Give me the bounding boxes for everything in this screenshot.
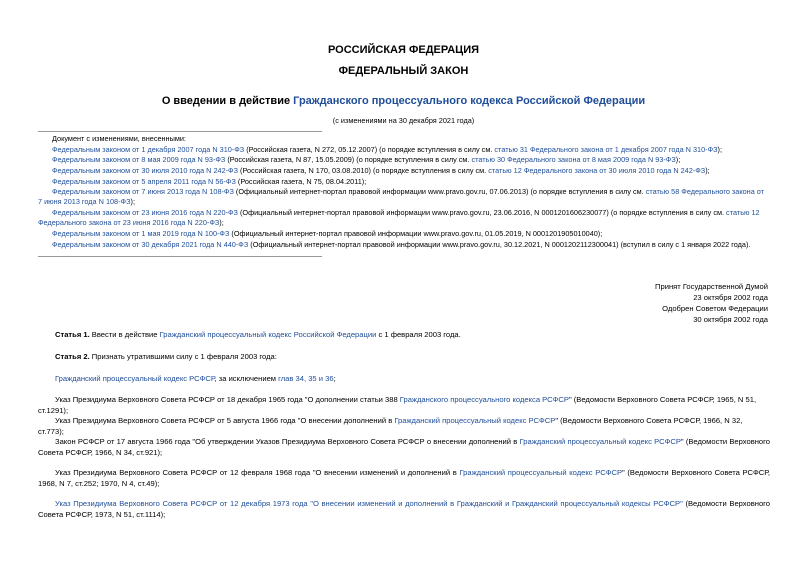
amendment-link[interactable]: Федеральным законом от 30 июля 2010 года N 242-ФЗ: [52, 166, 239, 175]
duma-date: 23 октября 2002 года: [693, 293, 768, 302]
amendment-item: Федеральным законом от 30 июля 2010 года N 242-ФЗ (Российская газета, N 170, 03.08.2010) (о порядке вступления в силу см. статью 12 Федерального закона от 30 июля 2010 года N 242-ФЗ);: [52, 166, 710, 175]
amendment-link[interactable]: Федеральным законом от 30 декабря 2021 года N 440-ФЗ: [52, 240, 249, 249]
revision-subtitle: (с изменениями на 30 декабря 2021 года): [332, 116, 475, 125]
repealed-item: Указ Президиума Верховного Совета РСФСР от 5 августа 1966 года "О внесении дополнений в Гражданский процессуальный кодекс РСФСР" (Ведомости Верховного Совета РСФСР, 1966, N 32, ст.773);: [38, 416, 743, 436]
gpk-rsfsr-link[interactable]: Гражданского процессуального кодекса РСФСР: [399, 395, 569, 404]
article-2-label: Статья 2.: [55, 352, 90, 361]
amendment-article-link[interactable]: статью 58 Федерального закона от 7 июня 2013 года N 108-ФЗ: [38, 187, 765, 206]
amendment-article-link[interactable]: статью 30 Федерального закона от 8 мая 2009 года N 93-ФЗ: [471, 155, 676, 164]
repealed-item: Гражданский процессуальный кодекс РСФСР, за исключением глав 34, 35 и 36;: [55, 374, 336, 383]
country-heading: РОССИЙСКАЯ ФЕДЕРАЦИЯ: [327, 44, 480, 56]
amendment-item: Федеральным законом от 30 декабря 2021 года N 440-ФЗ (Официальный интернет-портал правовой информации www.pravo.gov.ru, 30.12.2021, N 0001202112300041) (вступил в силу с 1 января 2022 года).: [52, 240, 751, 249]
law-title-prefix: О введении в действие: [161, 95, 294, 107]
gpk-rf-link[interactable]: Гражданский процессуальный кодекс Российской Федерации: [159, 330, 377, 339]
gpk-rsfsr-link[interactable]: Гражданский процессуальный кодекс РСФСР: [519, 437, 681, 446]
decree-1973-link[interactable]: Указ Президиума Верховного Совета РСФСР от 12 декабря 1973 года "О внесении изменений и дополнений в Гражданский и Гражданский процессуальный кодексы РСФСР": [55, 499, 683, 508]
law-title: [0, 95, 807, 107]
top-divider: [38, 131, 322, 132]
article-1: Статья 1. Ввести в действие Гражданский процессуальный кодекс Российской Федерации с 1 февраля 2003 года.: [55, 330, 461, 339]
gpk-rsfsr-link[interactable]: Гражданский процессуальный кодекс РСФСР: [394, 416, 556, 425]
amendment-link[interactable]: Федеральным законом от 7 июня 2013 года N 108-ФЗ: [52, 187, 234, 196]
repealed-item: Указ Президиума Верховного Совета РСФСР от 12 декабря 1973 года "О внесении изменений и дополнений в Гражданский и Гражданский процессуальный кодексы РСФСР" (Ведомости Верховного Совета РСФСР, 1973, N 51, ст.1114);: [38, 499, 771, 519]
amendment-item: Федеральным законом от 7 июня 2013 года N 108-ФЗ (Официальный интернет-портал правовой информации www.pravo.gov.ru, 07.06.2013) (о порядке вступления в силу см. статью 58 Федерального закона от 7 июня 2013 года N 108-ФЗ);: [38, 187, 765, 206]
amendment-link[interactable]: Федеральным законом от 1 мая 2019 года N 100-ФЗ: [52, 229, 230, 238]
amendment-link[interactable]: Федеральным законом от 1 декабря 2007 года N 310-ФЗ: [52, 145, 245, 154]
council-approved: Одобрен Советом Федерации: [662, 304, 768, 313]
chapters-link[interactable]: глав 34, 35 и 36: [278, 374, 334, 383]
amendment-item: Федеральным законом от 8 мая 2009 года N 93-ФЗ (Российская газета, N 87, 15.05.2009) (о порядке вступления в силу см. статью 30 Федерального закона от 8 мая 2009 года N 93-ФЗ);: [52, 155, 681, 164]
duma-adopted: Принят Государственной Думой: [655, 282, 768, 291]
article-2: Статья 2. Признать утратившими силу с 1 февраля 2003 года:: [55, 352, 277, 361]
bottom-divider: [38, 256, 322, 257]
amendments-intro: Документ с изменениями, внесенными:: [52, 134, 186, 143]
gpk-rsfsr-link[interactable]: Гражданский процессуальный кодекс РСФСР: [459, 468, 623, 477]
council-date: 30 октября 2002 года: [693, 315, 768, 324]
article-1-label: Статья 1.: [55, 330, 90, 339]
amendment-article-link[interactable]: статью 12 Федерального закона от 23 июня 2016 года N 220-ФЗ: [38, 208, 760, 227]
law-type-heading: ФЕДЕРАЛЬНЫЙ ЗАКОН: [338, 65, 469, 77]
amendment-link[interactable]: Федеральным законом от 5 апреля 2011 года N 56-ФЗ: [52, 177, 236, 186]
amendment-item: Федеральным законом от 1 декабря 2007 года N 310-ФЗ (Российская газета, N 272, 05.12.2007) (о порядке вступления в силу см. статью 31 Федерального закона от 1 декабря 2007 года N 310-ФЗ);: [52, 145, 723, 154]
repealed-item: Указ Президиума Верховного Совета РСФСР от 18 декабря 1965 года "О дополнении статьи 388 Гражданского процессуального кодекса РСФСР" (Ведомости Верховного Совета РСФСР, 1965, N 51, ст.1291);: [38, 395, 757, 415]
amendment-article-link[interactable]: статью 31 Федерального закона от 1 декабря 2007 года N 310-ФЗ: [494, 145, 718, 154]
amendment-item: Федеральным законом от 23 июня 2016 года N 220-ФЗ (Официальный интернет-портал правовой информации www.pravo.gov.ru, 23.06.2016, N 0001201606230077) (о порядке вступления в силу см. статью 12 Федерального закона от 23 июня 2016 года N 220-ФЗ);: [38, 208, 760, 227]
amendment-article-link[interactable]: статью 12 Федерального закона от 30 июля 2010 года N 242-ФЗ: [488, 166, 706, 175]
gpk-rf-title-link[interactable]: Гражданского процессуального кодекса Российской Федерации: [293, 95, 646, 107]
adoption-block: [655, 281, 768, 325]
repealed-item: Указ Президиума Верховного Совета РСФСР от 12 февраля 1968 года "О внесении изменений и дополнений в Гражданский процессуальный кодекс РСФСР" (Ведомости Верховного Совета РСФСР, 1968, N 7, ст.252; 1970, N 4, ст.49);: [38, 468, 770, 488]
repealed-item: Закон РСФСР от 17 августа 1966 года "Об утверждении Указов Президиума Верховного Совета РСФСР о внесении дополнений в Гражданский процессуальный кодекс РСФСР" (Ведомости Верховного Совета РСФСР, 1966, N 34, ст.921);: [38, 437, 770, 457]
amendment-link[interactable]: Федеральным законом от 23 июня 2016 года N 220-ФЗ: [52, 208, 238, 217]
amendment-item: Федеральным законом от 1 мая 2019 года N 100-ФЗ (Официальный интернет-портал правовой информации www.pravo.gov.ru, 01.05.2019, N 0001201905010040);: [52, 229, 603, 238]
amendment-link[interactable]: Федеральным законом от 8 мая 2009 года N 93-ФЗ: [52, 155, 226, 164]
gpk-rsfsr-link[interactable]: Гражданский процессуальный кодекс РСФСР: [55, 374, 215, 383]
amendment-item: Федеральным законом от 5 апреля 2011 года N 56-ФЗ (Российская газета, N 75, 08.04.2011);: [52, 177, 367, 186]
